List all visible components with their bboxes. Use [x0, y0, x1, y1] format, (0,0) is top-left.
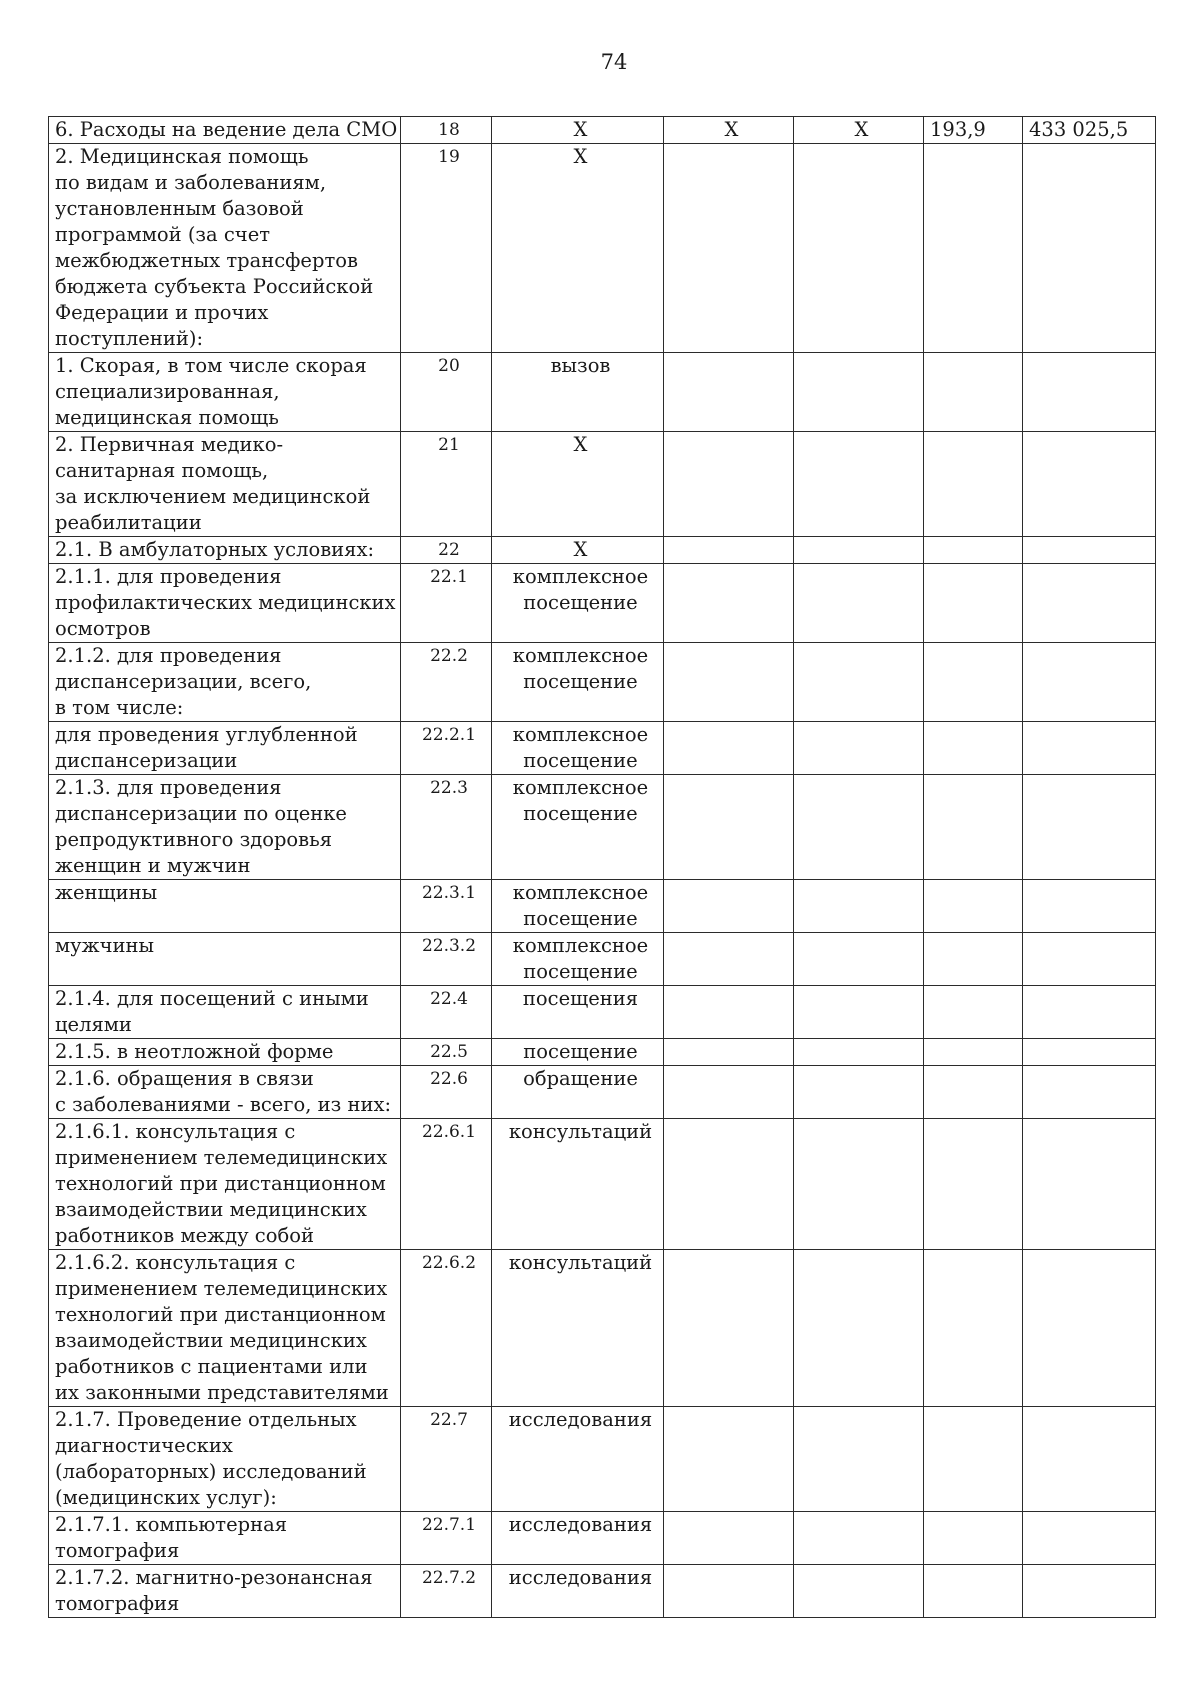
- row-value-cell: [664, 1407, 794, 1512]
- row-value-cell: [664, 432, 794, 537]
- row-code-cell: 22: [401, 537, 492, 564]
- row-unit-cell: комплексное посещение: [492, 933, 664, 986]
- row-value-cell: [794, 144, 924, 353]
- row-value-cell: [794, 986, 924, 1039]
- row-unit-cell: Х: [492, 537, 664, 564]
- row-name-cell: 2.1.5. в неотложной форме: [49, 1039, 401, 1066]
- table-row: [49, 933, 1156, 986]
- row-value-cell: [794, 722, 924, 775]
- row-name-cell: 2.1.3. для проведения диспансеризации по оценке репродуктивного здоровья женщин и мужчин: [49, 775, 401, 880]
- row-value-cell: [924, 1066, 1023, 1119]
- row-name-cell: 2.1.1. для проведения профилактических медицинских осмотров: [49, 564, 401, 643]
- table-row: [49, 722, 1156, 775]
- table-row: [49, 144, 1156, 353]
- row-value-cell: 193,9: [924, 117, 1023, 144]
- row-value-cell: [794, 775, 924, 880]
- row-value-cell: [794, 564, 924, 643]
- row-value-cell: [924, 933, 1023, 986]
- row-value-cell: [664, 353, 794, 432]
- row-value-cell: [1023, 1119, 1156, 1250]
- row-value-cell: [664, 775, 794, 880]
- row-name-cell: женщины: [49, 880, 401, 933]
- row-code-cell: 20: [401, 353, 492, 432]
- table-row: [49, 1512, 1156, 1565]
- table-row: [49, 643, 1156, 722]
- row-value-cell: [1023, 353, 1156, 432]
- row-unit-cell: комплексное посещение: [492, 564, 664, 643]
- row-value-cell: [924, 1512, 1023, 1565]
- row-value-cell: [664, 537, 794, 564]
- table-body: [49, 117, 1156, 1618]
- row-value-cell: [1023, 933, 1156, 986]
- row-name-cell: 6. Расходы на ведение дела СМО: [49, 117, 401, 144]
- row-value-cell: [1023, 144, 1156, 353]
- row-value-cell: [1023, 880, 1156, 933]
- row-value-cell: [924, 986, 1023, 1039]
- row-code-cell: 22.5: [401, 1039, 492, 1066]
- row-name-cell: для проведения углубленной диспансеризации: [49, 722, 401, 775]
- table-row: [49, 353, 1156, 432]
- row-value-cell: [794, 1512, 924, 1565]
- row-value-cell: [664, 933, 794, 986]
- row-value-cell: [794, 933, 924, 986]
- row-unit-cell: вызов: [492, 353, 664, 432]
- row-name-cell: 2.1.7.2. магнитно-резонансная томография: [49, 1565, 401, 1618]
- row-value-cell: [924, 722, 1023, 775]
- row-code-cell: 22.3.2: [401, 933, 492, 986]
- row-code-cell: 22.2: [401, 643, 492, 722]
- table-row: [49, 1407, 1156, 1512]
- row-unit-cell: комплексное посещение: [492, 722, 664, 775]
- row-value-cell: [924, 432, 1023, 537]
- row-value-cell: [1023, 1250, 1156, 1407]
- row-value-cell: [664, 880, 794, 933]
- row-code-cell: 21: [401, 432, 492, 537]
- row-unit-cell: посещения: [492, 986, 664, 1039]
- row-code-cell: 22.6: [401, 1066, 492, 1119]
- table-row: [49, 986, 1156, 1039]
- row-value-cell: [924, 564, 1023, 643]
- row-code-cell: 22.7: [401, 1407, 492, 1512]
- row-value-cell: [794, 353, 924, 432]
- row-code-cell: 22.3: [401, 775, 492, 880]
- row-value-cell: [664, 643, 794, 722]
- row-name-cell: 2.1.7. Проведение отдельных диагностических (лабораторных) исследований (медицинских услуг):: [49, 1407, 401, 1512]
- row-unit-cell: Х: [492, 117, 664, 144]
- row-value-cell: [664, 1565, 794, 1618]
- table-row: [49, 1250, 1156, 1407]
- row-value-cell: [794, 1066, 924, 1119]
- row-value-cell: [664, 564, 794, 643]
- row-value-cell: [794, 880, 924, 933]
- row-unit-cell: комплексное посещение: [492, 643, 664, 722]
- row-value-cell: 433 025,5: [1023, 117, 1156, 144]
- data-table: [48, 116, 1156, 1618]
- row-value-cell: [924, 775, 1023, 880]
- row-value-cell: [924, 1565, 1023, 1618]
- row-value-cell: [1023, 722, 1156, 775]
- row-unit-cell: Х: [492, 144, 664, 353]
- table-row: [49, 1565, 1156, 1618]
- row-value-cell: [1023, 1066, 1156, 1119]
- row-code-cell: 22.1: [401, 564, 492, 643]
- row-value-cell: [924, 1119, 1023, 1250]
- table-row: [49, 1066, 1156, 1119]
- row-value-cell: [664, 1250, 794, 1407]
- row-value-cell: [1023, 1407, 1156, 1512]
- row-value-cell: [664, 1119, 794, 1250]
- row-value-cell: [794, 537, 924, 564]
- row-value-cell: [664, 986, 794, 1039]
- row-unit-cell: исследования: [492, 1565, 664, 1618]
- row-value-cell: [924, 643, 1023, 722]
- row-value-cell: [924, 353, 1023, 432]
- row-code-cell: 18: [401, 117, 492, 144]
- row-code-cell: 22.3.1: [401, 880, 492, 933]
- table-row: [49, 117, 1156, 144]
- row-name-cell: 2.1.6. обращения в связи с заболеваниями - всего, из них:: [49, 1066, 401, 1119]
- table-row: [49, 564, 1156, 643]
- row-code-cell: 22.6.1: [401, 1119, 492, 1250]
- row-value-cell: [1023, 986, 1156, 1039]
- row-name-cell: 2.1.6.1. консультация с применением телемедицинских технологий при дистанционном взаимодействии медицинских работников между собой: [49, 1119, 401, 1250]
- row-unit-cell: исследования: [492, 1407, 664, 1512]
- row-value-cell: [1023, 643, 1156, 722]
- row-value-cell: Х: [664, 117, 794, 144]
- row-value-cell: [794, 1250, 924, 1407]
- row-value-cell: [924, 1250, 1023, 1407]
- row-code-cell: 22.6.2: [401, 1250, 492, 1407]
- row-value-cell: [1023, 775, 1156, 880]
- row-unit-cell: Х: [492, 432, 664, 537]
- row-name-cell: 2.1.2. для проведения диспансеризации, всего, в том числе:: [49, 643, 401, 722]
- table-row: [49, 775, 1156, 880]
- row-value-cell: [924, 1407, 1023, 1512]
- row-value-cell: [1023, 1039, 1156, 1066]
- table-row: [49, 880, 1156, 933]
- row-unit-cell: посещение: [492, 1039, 664, 1066]
- row-name-cell: 2.1.7.1. компьютерная томография: [49, 1512, 401, 1565]
- row-value-cell: [1023, 1512, 1156, 1565]
- row-name-cell: 2.1.6.2. консультация с применением телемедицинских технологий при дистанционном взаимодействии медицинских работников с пациентами или их законными представителями: [49, 1250, 401, 1407]
- row-code-cell: 22.4: [401, 986, 492, 1039]
- row-name-cell: 1. Скорая, в том числе скорая специализированная, медицинская помощь: [49, 353, 401, 432]
- row-name-cell: 2. Медицинская помощь по видам и заболеваниям, установленным базовой программой (за счет межбюджетных трансфертов бюджета субъекта Российской Федерации и прочих поступлений):: [49, 144, 401, 353]
- row-name-cell: 2.1. В амбулаторных условиях:: [49, 537, 401, 564]
- row-value-cell: [924, 880, 1023, 933]
- row-value-cell: [794, 1039, 924, 1066]
- row-value-cell: Х: [794, 117, 924, 144]
- row-value-cell: [664, 1066, 794, 1119]
- page-number: 74: [600, 50, 628, 74]
- row-value-cell: [664, 144, 794, 353]
- row-value-cell: [1023, 537, 1156, 564]
- row-code-cell: 22.7.2: [401, 1565, 492, 1618]
- row-value-cell: [794, 1565, 924, 1618]
- row-unit-cell: комплексное посещение: [492, 775, 664, 880]
- row-value-cell: [794, 432, 924, 537]
- row-unit-cell: консультаций: [492, 1119, 664, 1250]
- table-row: [49, 1039, 1156, 1066]
- row-value-cell: [924, 537, 1023, 564]
- row-value-cell: [794, 1407, 924, 1512]
- row-value-cell: [664, 1039, 794, 1066]
- row-code-cell: 19: [401, 144, 492, 353]
- table-row: [49, 1119, 1156, 1250]
- row-code-cell: 22.2.1: [401, 722, 492, 775]
- row-name-cell: 2.1.4. для посещений с иными целями: [49, 986, 401, 1039]
- table-row: [49, 537, 1156, 564]
- row-unit-cell: обращение: [492, 1066, 664, 1119]
- row-value-cell: [794, 643, 924, 722]
- row-name-cell: мужчины: [49, 933, 401, 986]
- row-unit-cell: комплексное посещение: [492, 880, 664, 933]
- row-value-cell: [794, 1119, 924, 1250]
- row-unit-cell: консультаций: [492, 1250, 664, 1407]
- row-value-cell: [1023, 564, 1156, 643]
- row-value-cell: [924, 1039, 1023, 1066]
- row-name-cell: 2. Первичная медико- санитарная помощь, за исключением медицинской реабилитации: [49, 432, 401, 537]
- row-value-cell: [664, 1512, 794, 1565]
- row-code-cell: 22.7.1: [401, 1512, 492, 1565]
- table-row: [49, 432, 1156, 537]
- row-value-cell: [1023, 1565, 1156, 1618]
- row-value-cell: [924, 144, 1023, 353]
- row-value-cell: [664, 722, 794, 775]
- row-value-cell: [1023, 432, 1156, 537]
- row-unit-cell: исследования: [492, 1512, 664, 1565]
